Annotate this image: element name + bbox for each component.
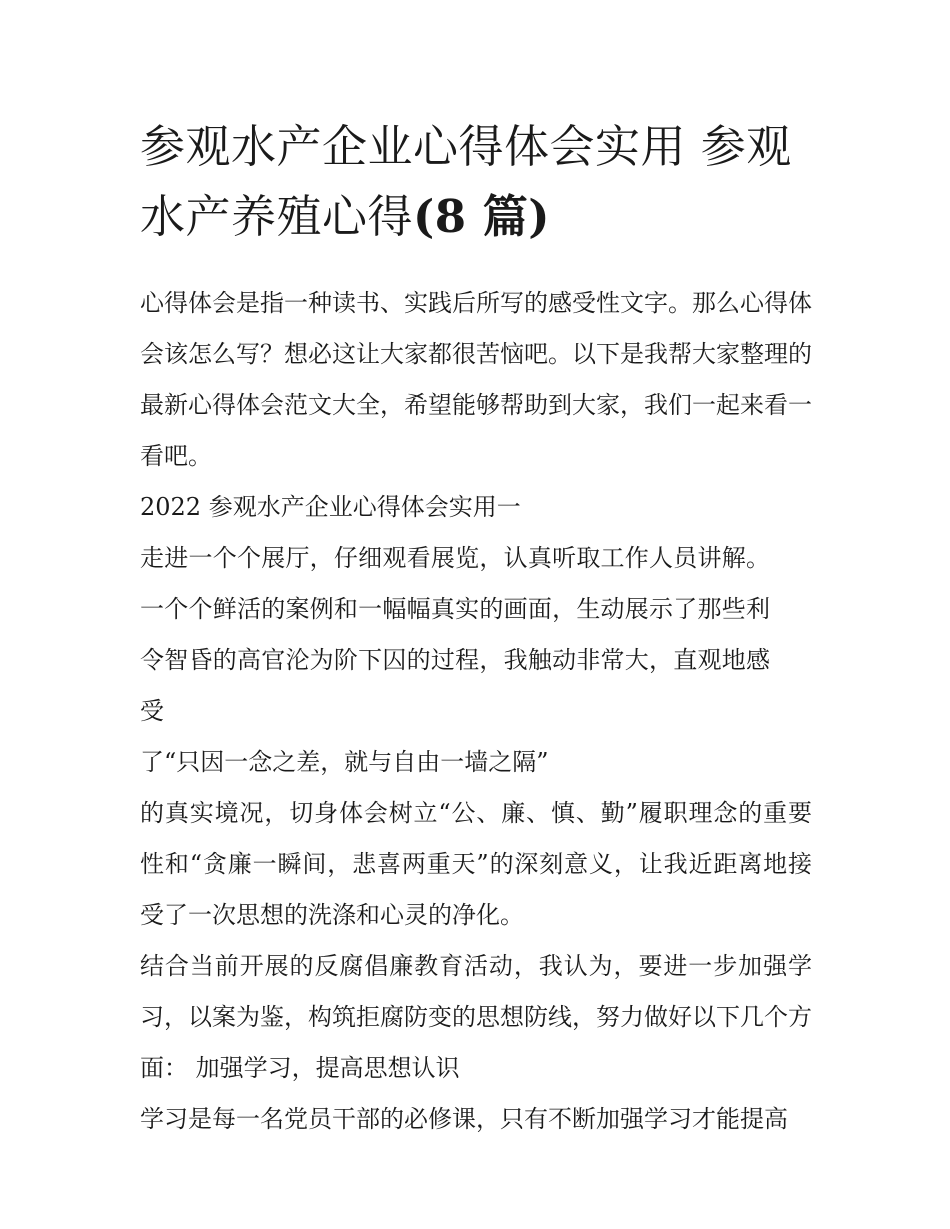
body-paragraph-2: 的真实境况，切身体会树立“公、廉、慎、勤”履职理念的重要性和“贪廉一瞬间，悲喜两重天”的深刻意义，让我近距离地接受了一次思想的洗涤和心灵的净化。 <box>140 799 812 929</box>
document-title <box>140 112 812 252</box>
body-paragraph-1: 走进一个个展厅，仔细观看展览，认真听取工作人员讲解。一个个鲜活的案例和一幅幅真实的画面，生动展示了那些利令智昏的高官沦为阶下囚的过程，我触动非常大，直观地感受 <box>140 544 770 725</box>
body-paragraph-4: 学习是每一名党员干部的必修课，只有不断加强学习才能提高 <box>140 1105 788 1133</box>
section-heading: 2022 参观水产企业心得体会实用一 <box>140 493 521 521</box>
body-paragraph-3: 结合当前开展的反腐倡廉教育活动，我认为，要进一步加强学习，以案为鉴，构筑拒腐防变的思想防线，努力做好以下几个方面： 加强学习，提高思想认识 <box>140 952 812 1082</box>
document-title-count: (8 篇) <box>413 190 551 243</box>
document-body <box>140 112 812 1145</box>
document-title-main: 参观水产企业心得体会实用 参观水产养殖心得 <box>140 120 792 243</box>
title-spacer <box>140 252 812 278</box>
body-paragraph-quote: 了“只因一念之差，就与自由一墙之隔” <box>140 748 549 776</box>
intro-paragraph: 心得体会是指一种读书、实践后所写的感受性文字。那么心得体会该怎么写？想必这让大家都很苦恼吧。以下是我帮大家整理的最新心得体会范文大全，希望能够帮助到大家，我们一起来看一看吧。 <box>140 289 812 470</box>
